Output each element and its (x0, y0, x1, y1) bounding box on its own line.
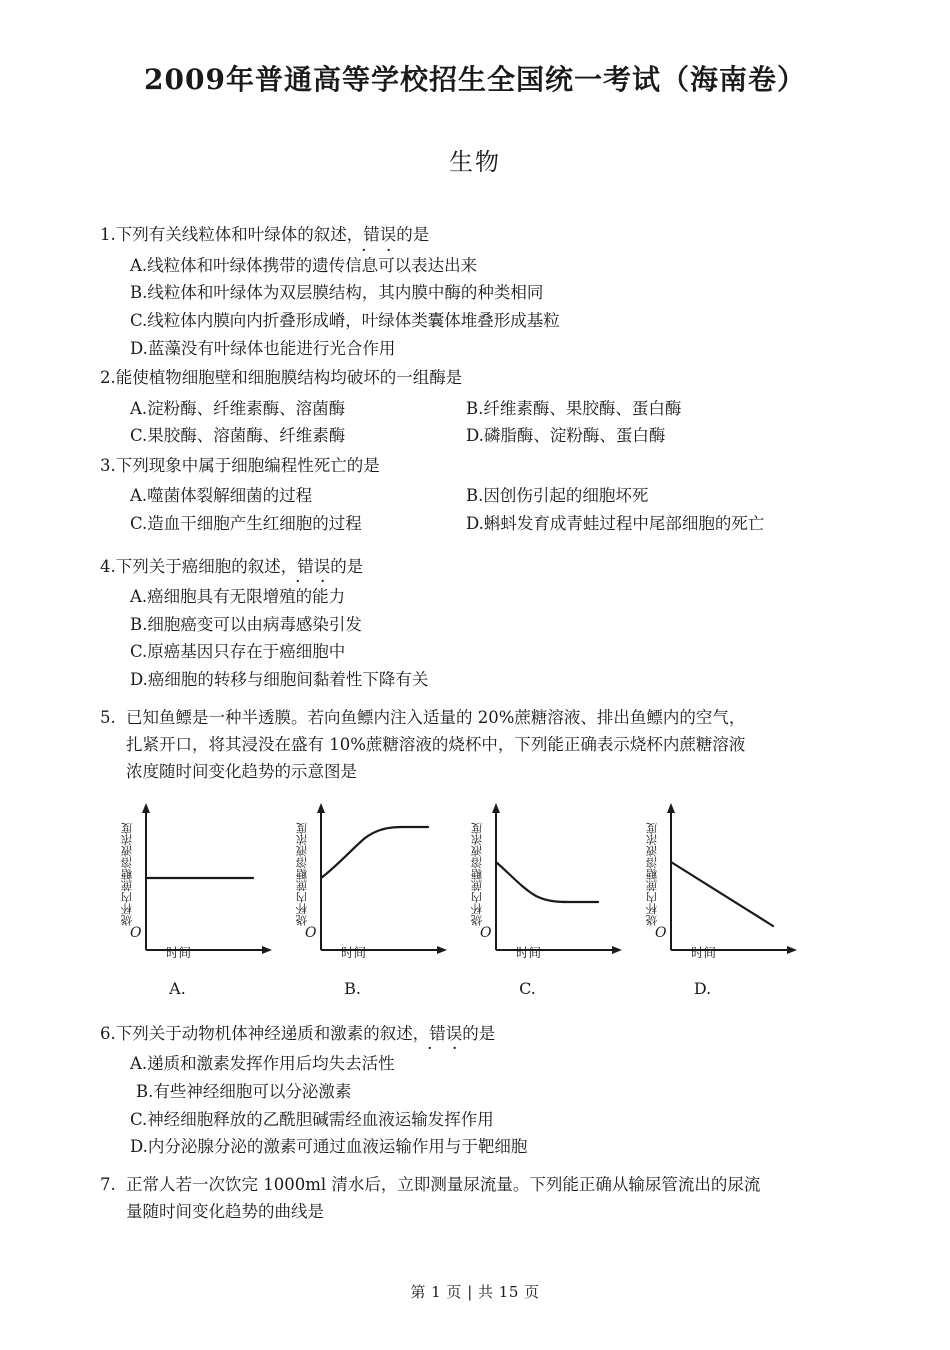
question-3 (100, 452, 884, 538)
graph-b-label: B. (344, 978, 361, 998)
question-1-number: 1. (100, 225, 116, 245)
graph-option-b[interactable] (285, 800, 460, 1002)
graph-option-c[interactable] (460, 800, 635, 1002)
graph-a-label: A. (169, 978, 186, 998)
question-2-option-row-2 (130, 422, 884, 450)
question-1-stem-text: 下列有关线粒体和叶绿体的叙述， (115, 225, 364, 245)
question-4-stem-tail: 的是 (330, 556, 364, 576)
question-4-option-b[interactable]: B.细胞癌变可以由病毒感染引发 (130, 614, 362, 634)
question-6-options (100, 1050, 884, 1161)
question-7-stem-line-2: 量随时间变化趋势的曲线是 (126, 1202, 324, 1222)
graph-a-plot (110, 800, 278, 960)
question-3-number: 3. (100, 456, 116, 476)
question-4-option-a[interactable]: A.癌细胞具有无限增殖的能力 (130, 587, 346, 607)
graph-a-x-axis-label: 时间 (166, 944, 192, 960)
graph-d-plot (635, 800, 803, 960)
question-2-option-d[interactable]: D.磷脂酶、淀粉酶、蛋白酶 (466, 426, 666, 446)
graph-c-origin-label: O (480, 925, 492, 942)
graph-b-x-axis-label: 时间 (341, 944, 367, 960)
page-title: 2009年普通高等学校招生全国统一考试（海南卷） (144, 63, 806, 96)
graph-d-label: D. (693, 978, 712, 998)
graph-d-x-axis-label: 时间 (691, 944, 717, 960)
question-4-option-d[interactable]: D.癌细胞的转移与细胞间黏着性下降有关 (130, 670, 429, 690)
question-5-stem (100, 704, 884, 731)
spacer-q5-q6 (100, 1012, 884, 1020)
graph-option-a[interactable] (110, 800, 285, 1002)
question-6-option-d[interactable]: D.内分泌腺分泌的激素可通过血液运输作用与于靶细胞 (130, 1137, 528, 1157)
question-2-option-a[interactable]: A.淀粉酶、纤维素酶、溶菌酶 (130, 398, 346, 418)
subject-title: 生物 (449, 148, 501, 177)
question-2 (100, 364, 884, 450)
question-5-number: 5. (100, 707, 116, 727)
question-4-options (100, 583, 884, 694)
question-4-emphasis: 错误 · · (297, 553, 330, 580)
question-1-option-d[interactable]: D.蓝藻没有叶绿体也能进行光合作用 (130, 338, 396, 358)
question-1 (100, 221, 884, 362)
question-6-option-c[interactable]: C.神经细胞释放的乙酰胆碱需经血液运输发挥作用 (130, 1109, 494, 1129)
graph-c-plot (460, 800, 628, 960)
question-1-options (100, 252, 884, 363)
question-6-stem (100, 1020, 884, 1047)
question-2-option-b[interactable]: B.纤维素酶、果胶酶、蛋白酶 (466, 398, 682, 418)
questions-container (0, 221, 950, 1225)
question-5 (100, 704, 884, 1002)
spacer-q4-q5 (100, 696, 884, 704)
page-footer: 第 1 页 | 共 15 页 (410, 1283, 540, 1301)
graph-c-x-axis-label: 时间 (516, 944, 542, 960)
graph-b-y-axis-label: 烧杯内蔗糖溶液浓度 (294, 821, 309, 926)
question-3-option-row-2 (130, 510, 884, 538)
question-1-emphasis: 错误 · · (363, 221, 396, 248)
question-5-figure-group (100, 800, 884, 1002)
question-6-stem-text: 下列关于动物机体神经递质和激素的叙述， (115, 1023, 430, 1043)
question-7-stem (100, 1171, 884, 1198)
question-2-stem-text: 能使植物细胞壁和细胞膜结构均破坏的一组酶是 (115, 368, 463, 388)
question-3-options (100, 482, 884, 537)
graph-b-origin-label: O (305, 925, 317, 942)
question-5-stem-line-3: 浓度随时间变化趋势的示意图是 (126, 762, 357, 782)
question-2-options (100, 395, 884, 450)
question-1-stem (100, 221, 884, 248)
graph-option-d[interactable] (635, 800, 810, 1002)
question-4 (100, 553, 884, 694)
spacer-q3-q4 (100, 540, 884, 553)
question-3-option-b[interactable]: B.因创伤引起的细胞坏死 (466, 486, 649, 506)
spacer-q6-q7 (100, 1163, 884, 1171)
question-2-stem (100, 364, 884, 391)
question-5-stem-line-1: 已知鱼鳔是一种半透膜。若向鱼鳔内注入适量的 20%蔗糖溶液、排出鱼鳔内的空气， (126, 707, 746, 727)
question-2-option-row-1 (130, 395, 884, 423)
question-6-stem-tail: 的是 (462, 1023, 496, 1043)
question-6-option-a[interactable]: A.递质和激素发挥作用后均失去活性 (130, 1054, 395, 1074)
question-1-option-a[interactable]: A.线粒体和叶绿体携带的遗传信息可以表达出来 (130, 255, 478, 275)
question-6 (100, 1020, 884, 1161)
graph-b-plot (285, 800, 453, 960)
question-6-emphasis: 错误 · · (429, 1020, 462, 1047)
question-2-number: 2. (100, 368, 116, 388)
graph-a-y-axis-label: 烧杯内蔗糖溶液浓度 (119, 821, 134, 926)
question-5-stem-line-2: 扎紧开口，将其浸没在盛有 10%蔗糖溶液的烧杯中，下列能正确表示烧杯内蔗糖溶液 (126, 735, 746, 755)
question-6-number: 6. (100, 1023, 116, 1043)
graph-c-label: C. (519, 978, 536, 998)
question-7-stem-line-1: 正常人若一次饮完 1000ml 清水后，立即测量尿流量。下列能正确从输尿管流出的尿流 (126, 1175, 761, 1195)
question-2-option-c[interactable]: C.果胶酶、溶菌酶、纤维素酶 (130, 426, 346, 446)
graph-a-origin-label: O (130, 925, 142, 942)
question-4-stem (100, 553, 884, 580)
question-1-stem-tail: 的是 (396, 225, 430, 245)
question-4-number: 4. (100, 556, 116, 576)
question-3-option-row-1 (130, 482, 884, 510)
question-3-stem (100, 452, 884, 479)
question-4-stem-text: 下列关于癌细胞的叙述， (115, 556, 298, 576)
question-3-stem-text: 下列现象中属于细胞编程性死亡的是 (115, 456, 380, 476)
question-6-option-b[interactable]: B.有些神经细胞可以分泌激素 (136, 1081, 352, 1101)
question-7 (100, 1171, 884, 1225)
question-3-option-c[interactable]: C.造血干细胞产生红细胞的过程 (130, 514, 362, 534)
graph-d-origin-label: O (655, 925, 667, 942)
question-3-option-d[interactable]: D.蝌蚪发育成青蛙过程中尾部细胞的死亡 (466, 514, 765, 534)
question-4-option-c[interactable]: C.原癌基因只存在于癌细胞中 (130, 642, 346, 662)
question-1-option-c[interactable]: C.线粒体内膜向内折叠形成嵴，叶绿体类囊体堆叠形成基粒 (130, 311, 560, 331)
question-3-option-a[interactable]: A.噬菌体裂解细菌的过程 (130, 486, 313, 506)
graph-d-y-axis-label: 烧杯内蔗糖溶液浓度 (644, 821, 659, 926)
question-1-option-b[interactable]: B.线粒体和叶绿体为双层膜结构，其内膜中酶的种类相同 (130, 283, 544, 303)
graph-c-y-axis-label: 烧杯内蔗糖溶液浓度 (469, 821, 484, 926)
question-7-number: 7. (100, 1175, 116, 1195)
